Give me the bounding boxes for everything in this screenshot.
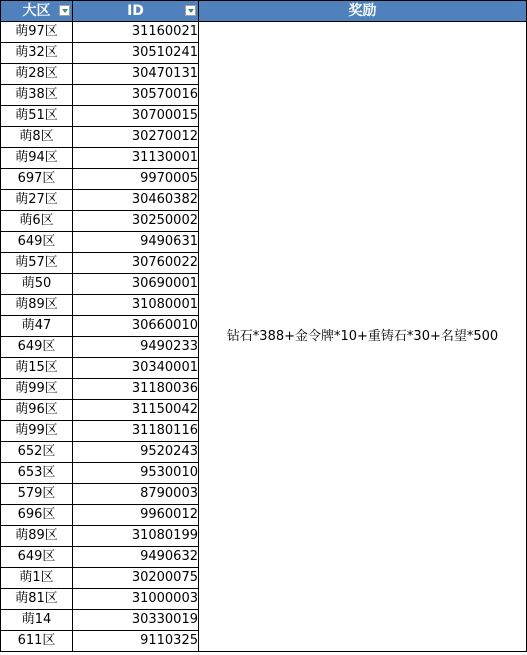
region-cell[interactable]: 萌89区 <box>1 295 73 316</box>
id-cell[interactable]: 30330019 <box>73 610 199 631</box>
region-cell[interactable]: 萌6区 <box>1 211 73 232</box>
region-cell[interactable]: 萌81区 <box>1 589 73 610</box>
id-cell[interactable]: 30760022 <box>73 253 199 274</box>
filter-dropdown-icon[interactable] <box>59 5 70 16</box>
header-region <box>1 1 73 22</box>
table-row <box>1 22 527 43</box>
id-cell[interactable]: 8790003 <box>73 484 199 505</box>
region-cell[interactable]: 611区 <box>1 631 73 652</box>
table-body <box>1 22 527 652</box>
filter-dropdown-icon[interactable] <box>185 5 196 16</box>
id-cell[interactable]: 31130001 <box>73 148 199 169</box>
region-cell[interactable]: 653区 <box>1 463 73 484</box>
region-cell[interactable]: 697区 <box>1 169 73 190</box>
region-cell[interactable]: 649区 <box>1 337 73 358</box>
region-cell[interactable]: 萌97区 <box>1 22 73 43</box>
id-cell[interactable]: 9490631 <box>73 232 199 253</box>
id-cell[interactable]: 30700015 <box>73 106 199 127</box>
header-reward <box>199 1 527 22</box>
id-cell[interactable]: 9490632 <box>73 547 199 568</box>
header-reward-label: 奖励 <box>348 3 377 19</box>
id-cell[interactable]: 30510241 <box>73 43 199 64</box>
region-cell[interactable]: 萌8区 <box>1 127 73 148</box>
region-cell[interactable]: 萌38区 <box>1 85 73 106</box>
id-cell[interactable]: 30270012 <box>73 127 199 148</box>
id-cell[interactable]: 9960012 <box>73 505 199 526</box>
id-cell[interactable]: 30250002 <box>73 211 199 232</box>
region-cell[interactable]: 萌99区 <box>1 421 73 442</box>
header-id <box>73 1 199 22</box>
id-cell[interactable]: 9970005 <box>73 169 199 190</box>
id-cell[interactable]: 30200075 <box>73 568 199 589</box>
region-cell[interactable]: 萌89区 <box>1 526 73 547</box>
region-cell[interactable]: 696区 <box>1 505 73 526</box>
region-cell[interactable]: 652区 <box>1 442 73 463</box>
id-cell[interactable]: 9490233 <box>73 337 199 358</box>
header-id-label: ID <box>127 3 144 19</box>
header-row <box>1 1 527 22</box>
header-region-label: 大区 <box>22 3 51 19</box>
region-cell[interactable]: 萌47 <box>1 316 73 337</box>
id-cell[interactable]: 31150042 <box>73 400 199 421</box>
region-cell[interactable]: 萌96区 <box>1 400 73 421</box>
id-cell[interactable]: 30470131 <box>73 64 199 85</box>
id-cell[interactable]: 9530010 <box>73 463 199 484</box>
region-cell[interactable]: 萌57区 <box>1 253 73 274</box>
id-cell[interactable]: 30690001 <box>73 274 199 295</box>
id-cell[interactable]: 30340001 <box>73 358 199 379</box>
region-cell[interactable]: 579区 <box>1 484 73 505</box>
id-cell[interactable]: 31080001 <box>73 295 199 316</box>
region-cell[interactable]: 萌1区 <box>1 568 73 589</box>
id-cell[interactable]: 31180036 <box>73 379 199 400</box>
region-cell[interactable]: 649区 <box>1 232 73 253</box>
id-cell[interactable]: 9520243 <box>73 442 199 463</box>
region-cell[interactable]: 萌94区 <box>1 148 73 169</box>
reward-cell[interactable]: 钻石*388+金令牌*10+重铸石*30+名望*500 <box>199 22 527 652</box>
region-cell[interactable]: 萌15区 <box>1 358 73 379</box>
id-cell[interactable]: 31080199 <box>73 526 199 547</box>
region-cell[interactable]: 萌51区 <box>1 106 73 127</box>
region-cell[interactable]: 萌50 <box>1 274 73 295</box>
id-cell[interactable]: 30570016 <box>73 85 199 106</box>
id-cell[interactable]: 9110325 <box>73 631 199 652</box>
region-cell[interactable]: 649区 <box>1 547 73 568</box>
region-cell[interactable]: 萌99区 <box>1 379 73 400</box>
id-cell[interactable]: 30660010 <box>73 316 199 337</box>
id-cell[interactable]: 31000003 <box>73 589 199 610</box>
id-cell[interactable]: 31160021 <box>73 22 199 43</box>
id-cell[interactable]: 30460382 <box>73 190 199 211</box>
region-cell[interactable]: 萌32区 <box>1 43 73 64</box>
region-cell[interactable]: 萌28区 <box>1 64 73 85</box>
id-cell[interactable]: 31180116 <box>73 421 199 442</box>
region-cell[interactable]: 萌27区 <box>1 190 73 211</box>
region-cell[interactable]: 萌14 <box>1 610 73 631</box>
